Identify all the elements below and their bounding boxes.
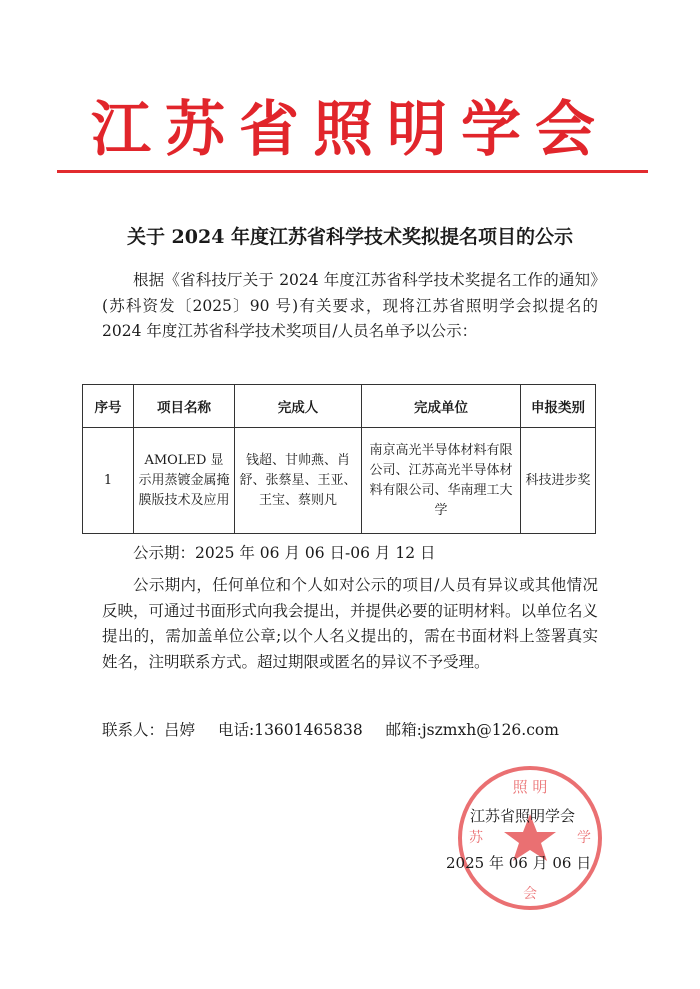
header-units: 完成单位 bbox=[362, 385, 521, 428]
contact-email-label: 邮箱: bbox=[385, 721, 422, 739]
table-row bbox=[83, 428, 596, 534]
letterhead-rule bbox=[57, 170, 648, 173]
header-people: 完成人 bbox=[235, 385, 362, 428]
notice-period: 公示期：2025 年 06 月 06 日-06 月 12 日 bbox=[133, 544, 436, 562]
seal-text-left: 苏 bbox=[469, 830, 483, 846]
signature-org: 江苏省照明学会 bbox=[470, 807, 576, 825]
cell-project: AMOLED 显示用蒸镀金属掩膜版技术及应用 bbox=[134, 428, 235, 534]
letterhead-org-name: 江苏省照明学会 bbox=[91, 95, 609, 165]
seal-text-right: 学 bbox=[577, 830, 591, 846]
contact-person-label: 联系人： bbox=[102, 721, 165, 739]
header-category: 申报类别 bbox=[521, 385, 596, 428]
contact-phone-label: 电话: bbox=[217, 721, 255, 739]
cell-category: 科技进步奖 bbox=[521, 428, 596, 534]
notice-title: 关于 2024 年度江苏省科学技术奖拟提名项目的公示 bbox=[126, 226, 574, 248]
objection-paragraph: 公示期内，任何单位和个人如对公示的项目/人员有异议或其他情况反映，可通过书面形式向我会提出，并提供必要的证明材料。以单位名义提出的，需加盖单位公章;以个人名义提出的，需在书面材料上签署真实姓名，注明联系方式。超过期限或匿名的异议不予受理。 bbox=[102, 576, 599, 671]
cell-no: 1 bbox=[83, 428, 134, 534]
header-no: 序号 bbox=[83, 385, 134, 428]
signature-date: 2025 年 06 月 06 日 bbox=[446, 854, 592, 872]
nominee-table bbox=[82, 384, 596, 534]
header-project: 项目名称 bbox=[134, 385, 235, 428]
cell-units: 南京高光半导体材料有限公司、江苏高光半导体材料有限公司、华南理工大学 bbox=[362, 428, 521, 534]
cell-people: 钱超、甘帅燕、肖舒、张蔡星、王亚、王宝、蔡则凡 bbox=[235, 428, 362, 534]
contact-line bbox=[102, 718, 622, 744]
contact-email: jszmxh@126.com bbox=[421, 721, 559, 739]
intro-paragraph: 根据《省科技厅关于 2024 年度江苏省科学技术奖提名工作的通知》(苏科资发〔2025〕90 号)有关要求，现将江苏省照明学会拟提名的 2024 年度江苏省科学技术奖项目/人员名单予以公示： bbox=[102, 271, 598, 340]
seal-text-bottom: 会 bbox=[523, 886, 537, 902]
contact-person: 吕婷 bbox=[164, 721, 196, 739]
contact-phone: 13601465838 bbox=[254, 721, 363, 739]
seal-text-top: 照 明 bbox=[512, 778, 548, 796]
official-seal bbox=[454, 762, 606, 914]
table-header-row bbox=[83, 385, 596, 428]
